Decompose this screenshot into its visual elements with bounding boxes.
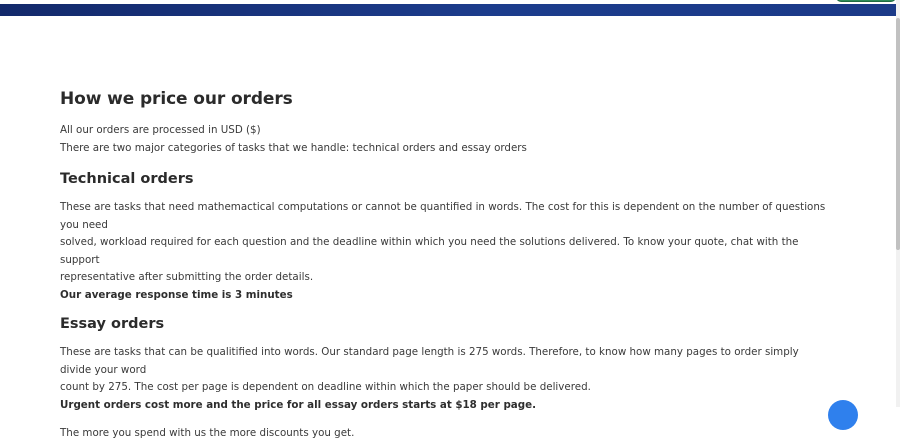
scrollbar-thumb[interactable]: [896, 18, 900, 250]
technical-line: solved, workload required for each question and the deadline within which you need the solutions delivered. To know your quote, chat with the support: [60, 236, 799, 266]
essay-line: count by 275. The cost per page is dependent on deadline within which the paper should be delivered.: [60, 381, 591, 393]
chat-bubble-icon[interactable]: [828, 400, 858, 430]
response-time-note: Our average response time is 3 minutes: [60, 288, 293, 301]
nav-bar: [0, 4, 896, 16]
nav-action-button[interactable]: [836, 0, 896, 2]
essay-orders-heading: Essay orders: [60, 316, 165, 332]
urgent-orders-note: Urgent orders cost more and the price for all essay orders starts at $18 per page.: [60, 398, 537, 411]
essay-orders-block: [60, 344, 830, 414]
technical-line: representative after submitting the order details.: [60, 271, 314, 283]
intro-line: All our orders are processed in USD ($): [60, 124, 261, 136]
pricing-section: [60, 88, 830, 443]
technical-orders-block: [60, 199, 830, 304]
intro-block: [60, 122, 830, 157]
intro-line: There are two major categories of tasks that we handle: technical orders and essay orders: [60, 141, 527, 154]
technical-orders-heading: Technical orders: [60, 171, 194, 187]
essay-line: These are tasks that can be qualitified into words. Our standard page length is 275 words. Therefore, to know how many pages to order simply divide your word: [60, 346, 799, 376]
discounts-note: The more you spend with us the more discounts you get.: [60, 427, 355, 439]
page-title: How we price our orders: [60, 89, 293, 109]
technical-line: These are tasks that need mathemactical computations or cannot be quantified in words. The cost for this is dependent on the number of questions you need: [60, 201, 826, 231]
